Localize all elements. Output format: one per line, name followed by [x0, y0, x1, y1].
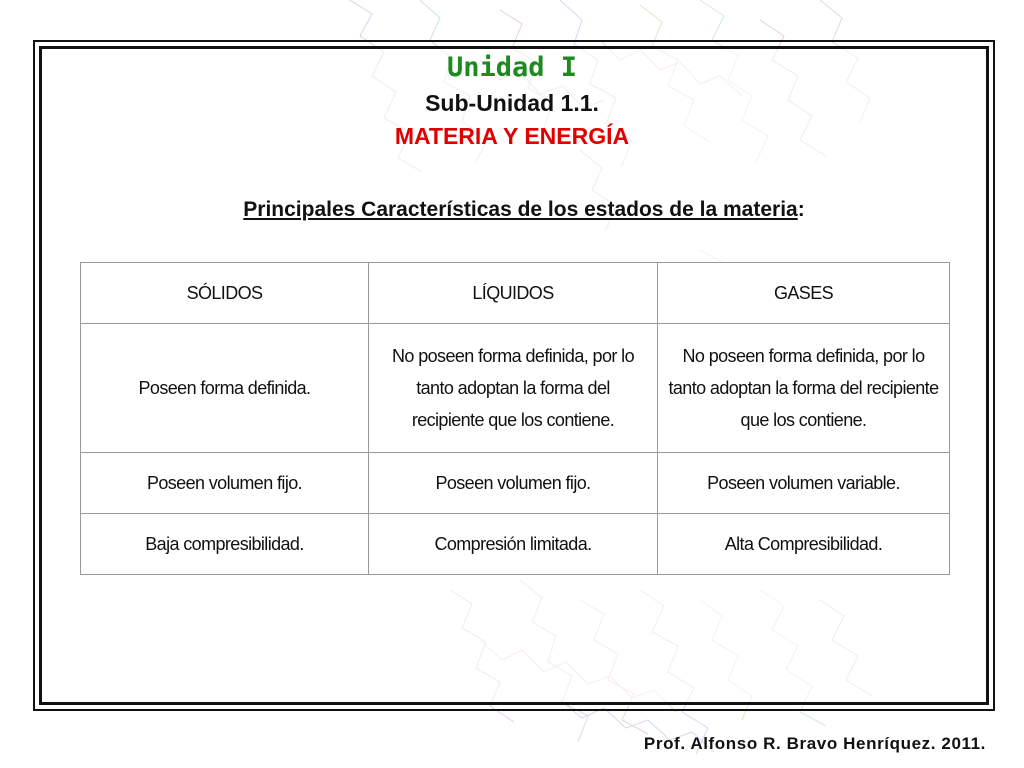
table-cell: No poseen forma definida, por lo tanto adoptan la forma del recipiente que los contiene. — [369, 324, 658, 453]
table-cell: Alta Compresibilidad. — [658, 514, 950, 575]
table-row — [81, 324, 950, 453]
section-heading-colon: : — [797, 198, 805, 221]
main-title: MATERIA Y ENERGÍA — [394, 123, 630, 149]
header-liquids: LÍQUIDOS — [369, 263, 658, 324]
table-cell: Poseen volumen variable. — [658, 453, 950, 514]
table-header-row — [81, 263, 950, 324]
section-heading-text: Principales Características de los estados de la materia — [243, 198, 798, 221]
table-cell: Compresión limitada. — [369, 514, 658, 575]
states-of-matter-table — [80, 262, 950, 575]
section-heading — [0, 198, 1024, 222]
table-row — [81, 453, 950, 514]
table-cell: Baja compresibilidad. — [81, 514, 369, 575]
table-row — [81, 514, 950, 575]
header-solids: SÓLIDOS — [81, 263, 369, 324]
author-credit: Prof. Alfonso R. Bravo Henríquez. 2011. — [643, 734, 986, 753]
table-cell: Poseen forma definida. — [81, 324, 369, 453]
table-cell: Poseen volumen fijo. — [369, 453, 658, 514]
header-gases: GASES — [658, 263, 950, 324]
table-cell: No poseen forma definida, por lo tanto adoptan la forma del recipiente que los contiene. — [658, 324, 950, 453]
table-cell: Poseen volumen fijo. — [81, 453, 369, 514]
unit-title: Unidad I — [446, 52, 578, 83]
subunit-title: Sub-Unidad 1.1. — [425, 90, 599, 116]
